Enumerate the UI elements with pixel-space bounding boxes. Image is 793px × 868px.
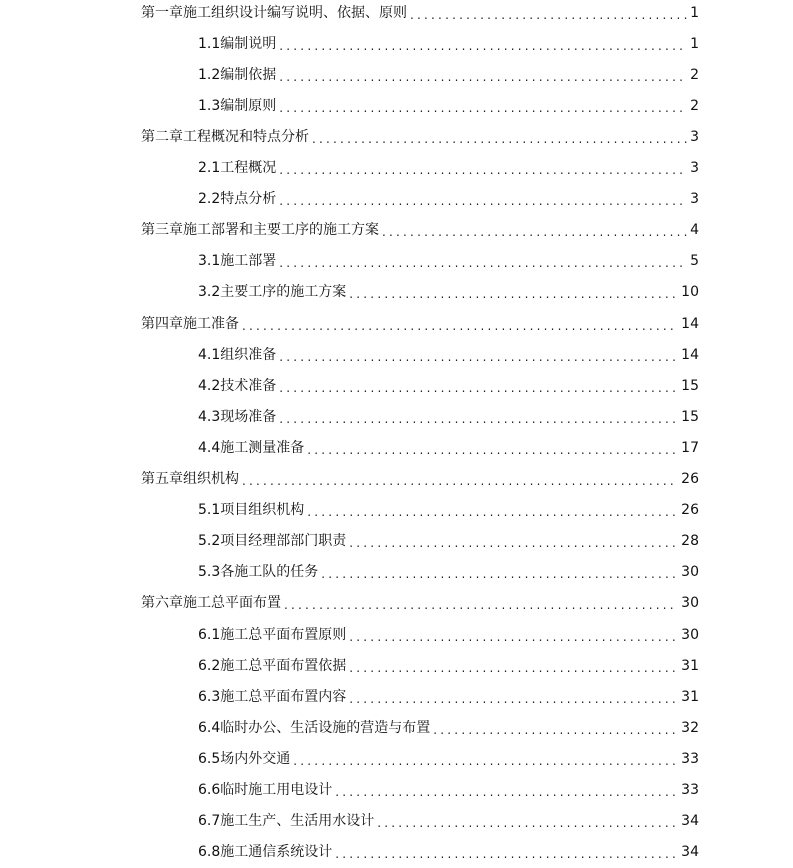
dot-leader: [349, 659, 678, 677]
toc-section-number: 5.1: [198, 502, 221, 519]
dot-leader: [349, 628, 678, 646]
dot-leader: [349, 534, 678, 552]
toc-entry: [198, 719, 699, 737]
toc-entry-title: 施工总平面布置依据: [220, 657, 347, 674]
toc-entry: [141, 594, 699, 612]
toc-page-number: 3: [690, 160, 699, 176]
toc-page-number: 15: [681, 377, 699, 394]
toc-section-number: 4.2: [198, 377, 221, 394]
toc-chapter-row[interactable]: [0, 588, 793, 619]
toc-entry: [198, 563, 699, 581]
toc-entry: [198, 439, 699, 457]
toc-entry: [198, 408, 699, 426]
toc-entry-title: 技术准备: [220, 377, 277, 394]
toc-entry: [198, 252, 699, 270]
toc-section-number: 6.1: [198, 626, 221, 643]
toc-page-number: 26: [681, 471, 699, 487]
toc-entry: [198, 750, 699, 768]
toc-section-number: 1.1: [198, 35, 221, 52]
toc-entry: [198, 283, 699, 301]
dot-leader: [312, 130, 687, 148]
toc-page-number: 32: [681, 719, 699, 736]
toc-section-number: 1.2: [198, 66, 221, 83]
toc-entry-title: 编制说明: [220, 35, 277, 52]
toc-entry-title: 编制依据: [220, 66, 277, 83]
toc-section-number: 6.6: [198, 782, 221, 798]
toc-chapter-label: 第一章: [141, 4, 183, 21]
toc-entry: [198, 501, 699, 519]
toc-entry-title: 施工部署和主要工序的施工方案: [183, 222, 379, 239]
toc-entry: [198, 377, 699, 395]
toc-section-row[interactable]: [0, 495, 793, 526]
toc-entry-title: 施工部署: [220, 253, 277, 270]
toc-page-number: 30: [681, 626, 699, 643]
toc-entry-title: 现场准备: [220, 408, 277, 425]
dot-leader: [410, 6, 687, 24]
toc-entry-title: 临时施工用电设计: [220, 782, 333, 798]
toc-page-number: 4: [690, 222, 699, 239]
toc-section-row[interactable]: [0, 339, 793, 370]
toc-entry-title: 各施工队的任务: [220, 564, 319, 581]
toc-page-number: 10: [681, 284, 699, 301]
toc-section-row[interactable]: [0, 59, 793, 90]
toc-entry: [141, 4, 699, 22]
toc-chapter-row[interactable]: [0, 308, 793, 339]
dot-leader: [377, 814, 678, 832]
dot-leader: [279, 161, 687, 179]
toc-entry-title: 施工组织设计编写说明、依据、原则: [183, 4, 407, 21]
toc-section-row[interactable]: [0, 806, 793, 837]
toc-entry: [141, 315, 699, 333]
toc-entry-title: 项目经理部部门职责: [220, 533, 347, 550]
toc-page-number: 2: [690, 66, 699, 83]
toc-section-row[interactable]: [0, 401, 793, 432]
toc-section-row[interactable]: [0, 90, 793, 121]
dot-leader: [279, 68, 687, 86]
dot-leader: [433, 721, 678, 739]
toc-section-row[interactable]: [0, 28, 793, 59]
toc-entry: [141, 221, 699, 239]
toc-entry-title: 临时办公、生活设施的营造与布置: [220, 719, 431, 736]
toc-entry: [198, 688, 699, 706]
toc-entry: [198, 190, 699, 208]
toc-section-number: 6.4: [198, 719, 221, 736]
dot-leader: [279, 99, 687, 117]
toc-section-row[interactable]: [0, 246, 793, 277]
toc-page-number: 26: [681, 502, 699, 519]
toc-chapter-row[interactable]: [0, 0, 793, 28]
toc-entry: [198, 657, 699, 675]
toc-section-row[interactable]: [0, 432, 793, 463]
toc-entry: [141, 128, 699, 146]
toc-page-number: 14: [681, 346, 699, 363]
toc-section-row[interactable]: [0, 277, 793, 308]
toc-section-row[interactable]: [0, 650, 793, 681]
toc-entry: [198, 843, 699, 861]
toc-section-row[interactable]: [0, 619, 793, 650]
toc-section-number: 6.5: [198, 750, 221, 767]
toc-page-number: 17: [681, 439, 699, 456]
toc-section-row[interactable]: [0, 370, 793, 401]
toc-page-number: 1: [690, 35, 699, 52]
toc-chapter-label: 第五章: [141, 471, 183, 487]
toc-entry: [198, 781, 699, 799]
toc-entry: [198, 66, 699, 84]
toc-section-number: 4.3: [198, 408, 221, 425]
dot-leader: [307, 441, 678, 459]
toc-entry: [198, 97, 699, 115]
toc-section-number: 4.4: [198, 439, 221, 456]
toc-page-number: 30: [681, 595, 699, 612]
toc-entry: [198, 812, 699, 830]
toc-entry-title: 组织准备: [220, 346, 277, 363]
toc-section-row[interactable]: [0, 743, 793, 774]
toc-entry-title: 特点分析: [220, 191, 277, 208]
toc-entry: [141, 470, 699, 488]
toc-section-number: 3.2: [198, 284, 221, 301]
toc-chapter-label: 第三章: [141, 222, 183, 239]
toc-page-number: 30: [681, 564, 699, 581]
toc-page-number: 31: [681, 657, 699, 674]
toc-entry-title: 编制原则: [220, 97, 277, 114]
toc-entry-title: 工程概况: [220, 160, 277, 176]
toc-page-number: 28: [681, 533, 699, 550]
toc-section-row[interactable]: [0, 526, 793, 557]
toc-section-number: 3.1: [198, 253, 221, 270]
toc-section-row[interactable]: [0, 837, 793, 868]
dot-leader: [279, 410, 678, 428]
toc-entry-title: 施工测量准备: [220, 439, 305, 456]
toc-section-row[interactable]: [0, 153, 793, 184]
toc-entry-title: 施工通信系统设计: [220, 844, 333, 861]
toc-page-number: 33: [681, 750, 699, 767]
toc-section-number: 5.3: [198, 564, 221, 581]
toc-entry: [198, 532, 699, 550]
toc-page-number: 15: [681, 408, 699, 425]
toc-entry-title: 组织机构: [183, 471, 239, 487]
toc-page-number: 31: [681, 688, 699, 705]
dot-leader: [242, 317, 678, 335]
toc-section-number: 6.2: [198, 657, 221, 674]
dot-leader: [382, 223, 687, 241]
toc-chapter-row[interactable]: [0, 215, 793, 246]
toc-section-number: 6.7: [198, 813, 221, 830]
dot-leader: [349, 690, 678, 708]
toc-entry-title: 施工准备: [183, 315, 239, 332]
dot-leader: [321, 565, 678, 583]
toc-section-row[interactable]: [0, 184, 793, 215]
toc-section-number: 1.3: [198, 97, 221, 114]
toc-page-number: 3: [690, 128, 699, 145]
toc-entry: [198, 159, 699, 177]
toc-entry: [198, 626, 699, 644]
toc-entry: [198, 35, 699, 53]
toc-entry-title: 施工生产、生活用水设计: [220, 813, 375, 830]
toc-section-number: 2.2: [198, 191, 221, 208]
dot-leader: [279, 37, 687, 55]
toc-entry-title: 施工总平面布置: [183, 595, 281, 612]
toc-entry-title: 主要工序的施工方案: [220, 284, 347, 301]
toc-section-number: 4.1: [198, 346, 221, 363]
toc-section-row[interactable]: [0, 712, 793, 743]
toc-section-row[interactable]: [0, 681, 793, 712]
toc-entry-title: 施工总平面布置原则: [220, 626, 347, 643]
dot-leader: [279, 348, 678, 366]
dot-leader: [335, 783, 678, 801]
toc-page-number: 33: [681, 782, 699, 798]
toc-section-row[interactable]: [0, 775, 793, 806]
dot-leader: [242, 472, 678, 490]
toc-section-number: 5.2: [198, 533, 221, 550]
toc-section-number: 6.8: [198, 844, 221, 861]
toc-page-number: 34: [681, 813, 699, 830]
toc-page-number: 34: [681, 844, 699, 861]
dot-leader: [293, 752, 678, 770]
toc-entry-title: 项目组织机构: [220, 502, 305, 519]
toc-section-number: 6.3: [198, 688, 221, 705]
toc-page-number: 2: [690, 97, 699, 114]
toc-chapter-label: 第二章: [141, 128, 183, 145]
toc-chapter-row[interactable]: [0, 464, 793, 495]
toc-page-number: 3: [690, 191, 699, 208]
dot-leader: [349, 285, 678, 303]
toc-chapter-label: 第六章: [141, 595, 183, 612]
toc-page-number: 14: [681, 315, 699, 332]
toc-chapter-row[interactable]: [0, 121, 793, 152]
toc-page-number: 5: [690, 253, 699, 270]
toc-section-row[interactable]: [0, 557, 793, 588]
toc-entry-title: 施工总平面布置内容: [220, 688, 347, 705]
toc-entry-title: 工程概况和特点分析: [183, 128, 309, 145]
toc-page-number: 1: [690, 4, 699, 21]
toc-section-number: 2.1: [198, 160, 221, 176]
dot-leader: [284, 596, 678, 614]
dot-leader: [307, 503, 678, 521]
dot-leader: [279, 192, 687, 210]
toc-entry-title: 场内外交通: [220, 750, 291, 767]
dot-leader: [279, 254, 687, 272]
dot-leader: [279, 379, 678, 397]
toc-entry: [198, 346, 699, 364]
toc-chapter-label: 第四章: [141, 315, 183, 332]
dot-leader: [335, 845, 678, 863]
